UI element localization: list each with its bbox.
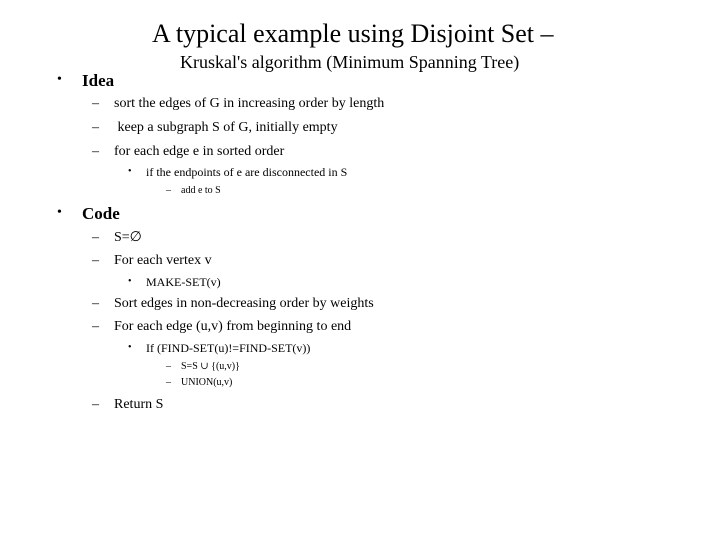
code-line-union: UNION(u,v) [181, 377, 233, 388]
idea-heading: Idea [82, 71, 115, 90]
dash-marker: – [92, 120, 99, 135]
dash-marker: – [166, 185, 171, 196]
dash-marker: – [92, 230, 99, 245]
idea-sub-item: if the endpoints of e are disconnected in S [146, 165, 348, 179]
bullet-marker: • [128, 276, 132, 287]
code-line-if: If (FIND-SET(u)!=FIND-SET(v)) [146, 341, 311, 355]
bullet-marker: • [57, 205, 62, 220]
slide-title: A typical example using Disjoint Set – [152, 19, 554, 48]
code-line-for-edge: For each edge (u,v) from beginning to end [114, 319, 352, 334]
dash-marker: – [92, 253, 99, 268]
code-line-union-s: S=S ∪ {(u,v)} [181, 361, 240, 372]
bullet-marker: • [128, 166, 132, 177]
idea-item-2: keep a subgraph S of G, initially empty [114, 120, 338, 135]
dash-marker: – [166, 377, 171, 388]
code-line-for-vertex: For each vertex v [114, 253, 212, 268]
dash-marker: – [92, 96, 99, 111]
code-line-make-set: MAKE-SET(v) [146, 275, 221, 289]
idea-item-3: for each edge e in sorted order [114, 144, 285, 159]
code-line-return: Return S [114, 397, 164, 412]
idea-sub-sub-item: add e to S [181, 185, 221, 196]
dash-marker: – [92, 319, 99, 334]
bullet-marker: • [128, 342, 132, 353]
dash-marker: – [92, 296, 99, 311]
idea-item-1: sort the edges of G in increasing order by length [114, 96, 385, 111]
dash-marker: – [166, 361, 171, 372]
code-line-init: S=∅ [114, 230, 142, 245]
code-line-sort: Sort edges in non-decreasing order by weights [114, 296, 374, 311]
dash-marker: – [92, 397, 99, 412]
slide-subtitle: Kruskal's algorithm (Minimum Spanning Tree) [180, 52, 520, 72]
bullet-marker: • [57, 72, 62, 87]
dash-marker: – [92, 144, 99, 159]
code-heading: Code [82, 204, 120, 223]
